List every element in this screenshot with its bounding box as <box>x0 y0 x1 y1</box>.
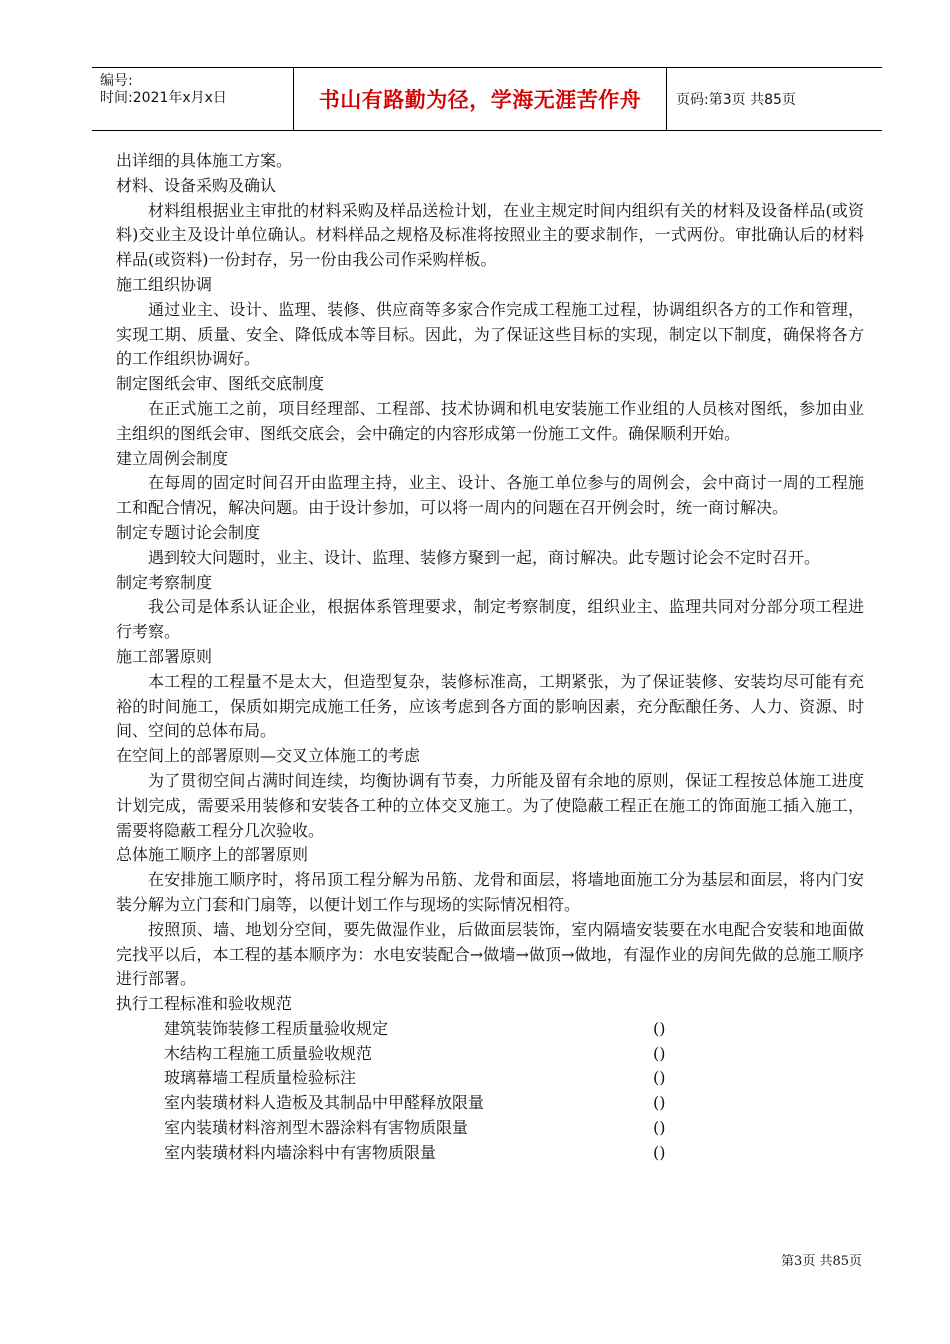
body-paragraph: 本工程的工程量不是太大，但造型复杂，装修标准高，工期紧张，为了保证装修、安装均尽可能有充裕的时间施工，保质如期完成施工任务，应该考虑到各方面的影响因素，充分酝酿任务、人力、资源、时间、空间的总体布局。 <box>116 671 864 741</box>
body-paragraph: 在每周的固定时间召开由监理主持，业主、设计、各施工单位参与的周例会，会中商讨一周的工程施工和配合情况，解决问题。由于设计参加，可以将一周内的问题在召开例会时，统一商讨解决。 <box>116 473 864 518</box>
header-meta <box>100 68 300 130</box>
standard-item <box>116 1042 864 1067</box>
standard-item <box>116 1141 864 1166</box>
standard-code: () <box>653 1093 666 1113</box>
standard-name: 室内装璜材料内墙涂料中有害物质限量 <box>164 1142 437 1162</box>
section-heading: 制定考察制度 <box>116 572 213 592</box>
section-heading: 总体施工顺序上的部署原则 <box>116 845 309 865</box>
body-paragraph: 按照顶、墙、地划分空间，要先做湿作业，后做面层装饰，室内隔墙安装要在水电配合安装和地面做完找平以后，本工程的基本顺序为：水电安装配合→做墙→做顶→做地，有湿作业的房间先做的总施工顺序进行部署。 <box>116 919 864 989</box>
section-heading: 建立周例会制度 <box>116 448 229 468</box>
standard-name: 室内装璜材料溶剂型木器涂料有害物质限量 <box>164 1118 469 1138</box>
section-heading: 出详细的具体施工方案。 <box>116 151 293 170</box>
body-paragraph: 在正式施工之前，项目经理部、工程部、技术协调和机电安装施工作业组的人员核对图纸，参加由业主组织的图纸会审、图纸交底会，会中确定的内容形成第一份施工文件。确保顺利开始。 <box>116 398 864 443</box>
standard-name: 建筑装饰装修工程质量验收规定 <box>164 1018 389 1038</box>
standard-item <box>116 1066 864 1091</box>
standard-item <box>116 1017 864 1042</box>
header-motto-cell <box>293 68 667 130</box>
standard-code: () <box>653 1118 666 1138</box>
body-paragraph: 通过业主、设计、监理、装修、供应商等多家合作完成工程施工过程，协调组织各方的工作和管理，实现工期、质量、安全、降低成本等目标。因此，为了保证这些目标的实现，制定以下制度，确保将各方的工作组织协调好。 <box>116 299 864 369</box>
standard-name: 室内装璜材料人造板及其制品中甲醛释放限量 <box>164 1093 485 1113</box>
standard-name: 玻璃幕墙工程质量检验标注 <box>164 1068 357 1088</box>
body-paragraph: 材料组根据业主审批的材料采购及样品送检计划，在业主规定时间内组织有关的材料及设备样品(或资料)交业主及设计单位确认。材料样品之规格及标准将按照业主的要求制作，一式两份。审批确认后的材料样品(或资料)一份封存，另一份由我公司作采购样板。 <box>116 200 864 270</box>
header-motto: 书山有路勤为径，学海无涯苦作舟 <box>318 88 642 112</box>
paragraph-list <box>116 149 864 1017</box>
standards-list <box>116 1017 864 1166</box>
body-paragraph: 在安排施工顺序时，将吊顶工程分解为吊筋、龙骨和面层，将墙地面施工分为基层和面层，将内门安装分解为立门套和门扇等，以便计划工作与现场的实际情况相符。 <box>116 870 864 914</box>
standard-code: () <box>653 1142 666 1162</box>
header-page-number: 页码:第3页 共85页 <box>676 92 796 108</box>
section-heading: 材料、设备采购及确认 <box>116 175 277 195</box>
standard-item <box>116 1116 864 1141</box>
section-heading: 执行工程标准和验收规范 <box>116 994 293 1014</box>
page-footer: 第3页 共85页 <box>781 1254 862 1269</box>
document-number-label: 编号: <box>100 73 133 89</box>
body-paragraph: 遇到较大问题时，业主、设计、监理、装修方聚到一起，商讨解决。此专题讨论会不定时召开。 <box>148 547 821 567</box>
section-heading: 在空间上的部署原则—交叉立体施工的考虑 <box>116 746 421 766</box>
body-paragraph: 为了贯彻空间占满时间连续，均衡协调有节奏，力所能及留有余地的原则，保证工程按总体施工进度计划完成，需要采用装修和安装各工种的立体交叉施工。为了使隐蔽工程正在施工的饰面施工插入施工，需要将隐蔽工程分几次验收。 <box>116 770 864 840</box>
section-heading: 施工部署原则 <box>116 646 213 666</box>
document-body <box>116 149 864 1166</box>
section-heading: 制定图纸会审、图纸交底制度 <box>116 374 325 394</box>
section-heading: 施工组织协调 <box>116 274 213 294</box>
document-time-label: 时间:2021年x月x日 <box>100 90 227 106</box>
standard-code: () <box>653 1043 666 1063</box>
section-heading: 制定专题讨论会制度 <box>116 522 261 542</box>
standard-item <box>116 1091 864 1116</box>
standard-code: () <box>653 1018 666 1038</box>
page-header <box>92 67 882 131</box>
standard-code: () <box>653 1068 666 1088</box>
body-paragraph: 我公司是体系认证企业，根据体系管理要求，制定考察制度，组织业主、监理共同对分部分项工程进行考察。 <box>116 597 864 642</box>
standard-name: 木结构工程施工质量验收规范 <box>164 1043 373 1063</box>
